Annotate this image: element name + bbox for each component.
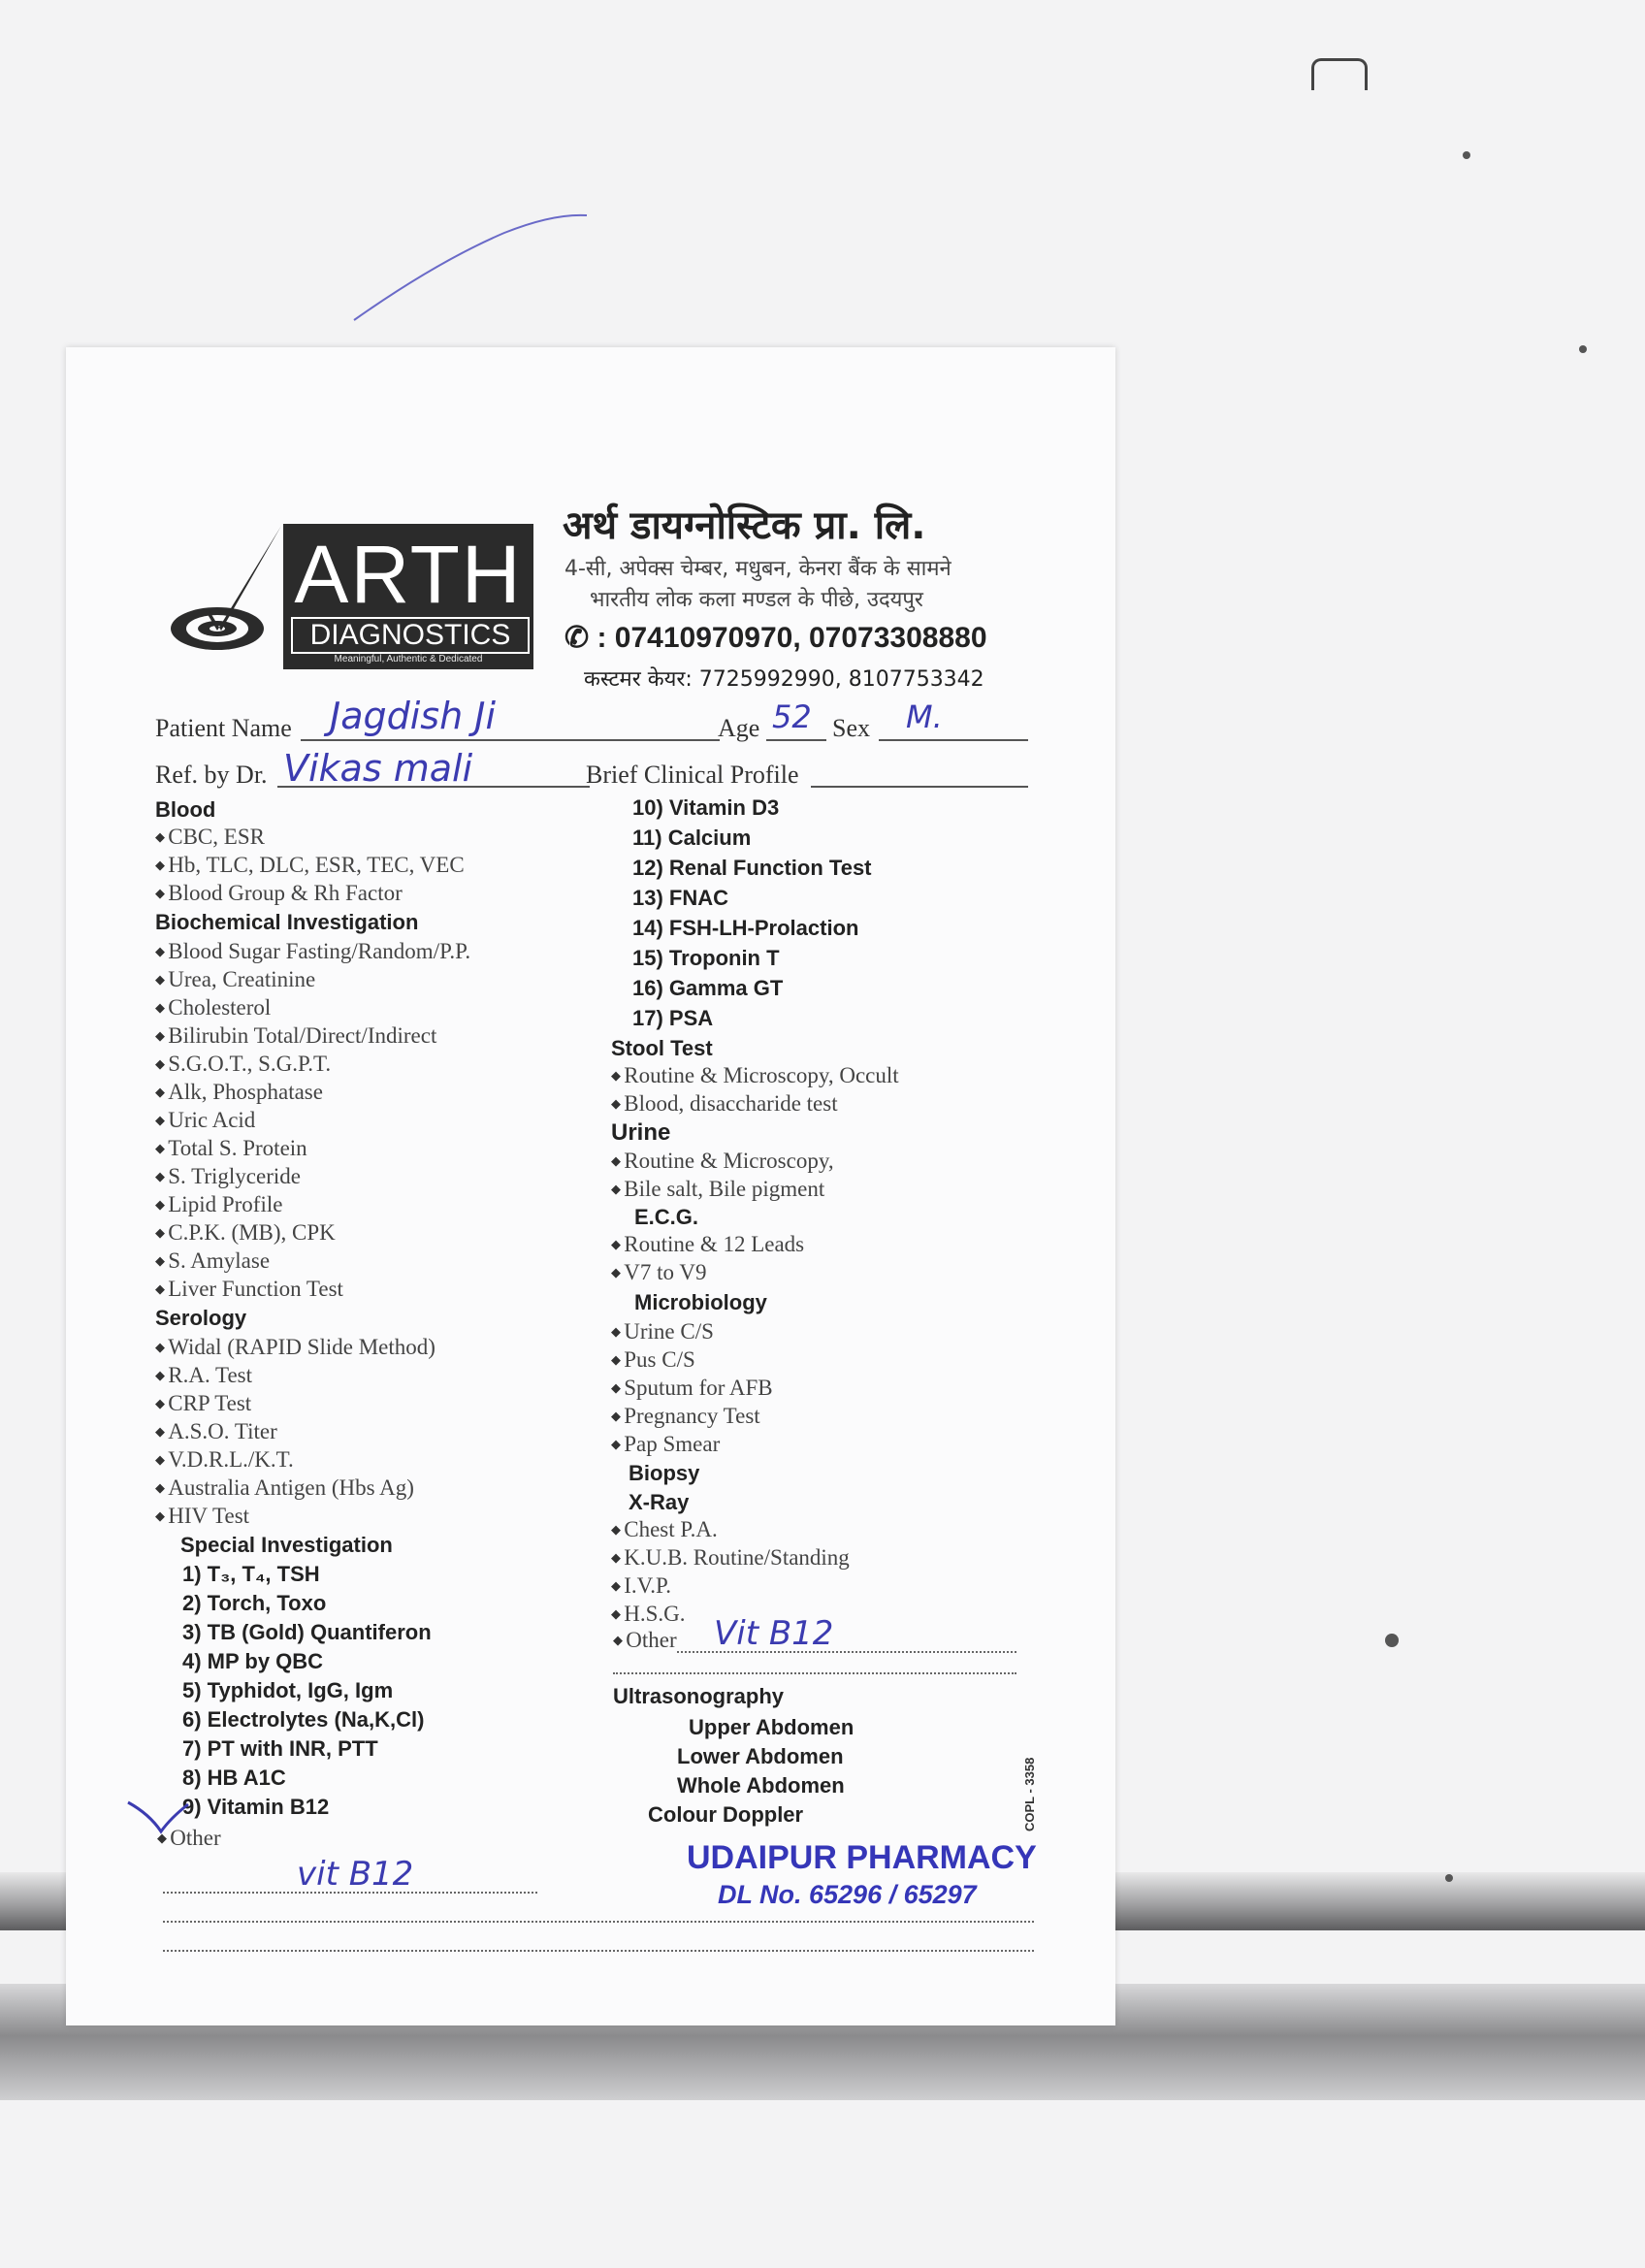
test-item: ◆ Pus C/S [611,1347,695,1373]
other-label-text: Other [626,1628,677,1652]
dotted-line [163,1950,1034,1952]
test-item: ◆ Lipid Profile [155,1192,282,1217]
test-item: 10) Vitamin D3 [632,795,780,820]
other-label-text: Other [170,1826,221,1850]
test-item: ◆ A.S.O. Titer [155,1419,277,1444]
section-microbiology: Microbiology [634,1290,767,1314]
test-item: ◆ S. Amylase [155,1248,270,1274]
test-item: ◆ S. Triglyceride [155,1164,301,1189]
test-item: ◆ I.V.P. [611,1573,671,1599]
form-code: COPL - 3358 [1022,1757,1037,1831]
other-label-left [157,1826,221,1851]
test-item: 12) Renal Function Test [632,856,872,880]
test-item: ◆ V.D.R.L./K.T. [155,1447,294,1473]
test-item: ◆ Liver Function Test [155,1277,343,1302]
pharmacy-stamp-name: UDAIPUR PHARMACY [687,1839,1037,1876]
test-item: ◆ C.P.K. (MB), CPK [155,1220,336,1246]
pen-stroke [349,204,592,330]
section-biopsy: Biopsy [629,1461,700,1485]
clinical-profile-label: Brief Clinical Profile [586,761,799,789]
test-item: 13) FNAC [632,886,729,910]
test-item: 2) Torch, Toxo [182,1591,327,1615]
ref-doctor-label: Ref. by Dr. [155,761,268,789]
phone-numbers: ✆ : 07410970970, 07073308880 [564,622,987,654]
test-item: 6) Electrolytes (Na,K,Cl) [182,1707,425,1732]
test-item: ◆ Blood, disaccharide test [611,1091,838,1117]
dotted-line [613,1672,1016,1674]
test-item: ◆ Routine & Microscopy, Occult [611,1063,899,1088]
test-item-vitamin-b12: 9) Vitamin B12 [182,1795,330,1819]
section-special-investigation: Special Investigation [180,1533,393,1557]
lab-requisition-form [66,347,1115,2025]
test-item: ◆ Cholesterol [155,995,271,1021]
scan-speck [1445,1874,1453,1882]
other-label-right [613,1628,677,1653]
scan-speck [1579,345,1587,353]
test-item: ◆ V7 to V9 [611,1260,706,1285]
test-item: ◆ CBC, ESR [155,825,265,850]
customer-care: कस्टमर केयर: 7725992990, 8107753342 [584,667,984,692]
test-item: ◆ HIV Test [155,1504,249,1529]
test-item: 11) Calcium [632,826,752,850]
test-item: ◆ Total S. Protein [155,1136,307,1161]
logo-tagline: Meaningful, Authentic & Dedicated [334,654,483,664]
test-item: ◆ Routine & Microscopy, [611,1149,834,1174]
test-item: ◆ Blood Group & Rh Factor [155,881,403,906]
test-item: ◆ Widal (RAPID Slide Method) [155,1335,435,1360]
test-item: 15) Troponin T [632,946,780,970]
test-item: ◆ Bile salt, Bile pigment [611,1177,824,1202]
test-item: 8) HB A1C [182,1766,286,1790]
sex-label: Sex [832,714,870,742]
test-item: 17) PSA [632,1006,714,1030]
patient-name-label: Patient Name [155,714,292,742]
test-item: ◆ Blood Sugar Fasting/Random/P.P. [155,939,470,964]
test-item: ◆ S.G.O.T., S.G.P.T. [155,1052,331,1077]
test-item: ◆ Chest P.A. [611,1517,718,1542]
test-item: Lower Abdomen [677,1744,844,1768]
sex-value: M. [906,698,943,735]
test-item: 5) Typhidot, IgG, Igm [182,1678,394,1702]
test-item: ◆ Sputum for AFB [611,1376,773,1401]
test-item: ◆ Pap Smear [611,1432,720,1457]
test-item: ◆ R.A. Test [155,1363,252,1388]
test-item: ◆ Australia Antigen (Hbs Ag) [155,1475,414,1501]
logo-sub: DIAGNOSTICS [291,617,530,654]
clinical-profile-line [811,786,1028,788]
test-item: ◆ Urine C/S [611,1319,714,1345]
section-urine: Urine [611,1119,671,1146]
address-line-2: भारतीय लोक कला मण्डल के पीछे, उदयपुर [590,588,923,612]
age-value: 52 [772,698,812,735]
scan-speck [1463,151,1470,159]
test-item: ◆ Bilirubin Total/Direct/Indirect [155,1023,436,1049]
test-item: 3) TB (Gold) Quantiferon [182,1620,432,1644]
scan-speck [1385,1634,1399,1647]
section-blood: Blood [155,797,216,822]
logo-name: ARTH [294,529,523,620]
test-item: ◆ Routine & 12 Leads [611,1232,804,1257]
patient-name-line [301,739,720,741]
test-item: ◆ Alk, Phosphatase [155,1080,323,1105]
test-item: ◆ Hb, TLC, DLC, ESR, TEC, VEC [155,853,465,878]
section-ecg: E.C.G. [634,1205,699,1229]
test-item: ◆ Uric Acid [155,1108,255,1133]
dotted-line [163,1921,1034,1923]
age-line [766,739,826,741]
other-value-left: vit B12 [297,1855,414,1894]
age-label: Age [718,714,760,742]
test-item: Colour Doppler [648,1802,804,1827]
test-item: ◆ K.U.B. Routine/Standing [611,1545,850,1571]
logo-target-icon [167,522,293,658]
ref-doctor-value: Vikas mali [283,747,473,790]
test-item: 16) Gamma GT [632,976,784,1000]
test-item: Upper Abdomen [689,1715,855,1739]
test-item: 1) T₃, T₄, TSH [182,1562,320,1586]
logo [283,524,533,669]
test-item: 4) MP by QBC [182,1649,324,1673]
test-item: ◆ Urea, Creatinine [155,967,315,992]
test-item: ◆ H.S.G. [611,1602,686,1627]
address-line-1: 4-सी, अपेक्स चेम्बर, मधुबन, केनरा बैंक के सामने [564,557,952,581]
paper-clip-mark [1311,58,1368,90]
test-item: Whole Abdomen [677,1773,845,1798]
section-xray: X-Ray [629,1490,690,1514]
other-value-right: Vit B12 [714,1614,834,1653]
sex-line [879,739,1028,741]
section-serology: Serology [155,1306,247,1330]
test-item: ◆ CRP Test [155,1391,251,1416]
section-biochemical: Biochemical Investigation [155,910,419,934]
patient-name-value: Jagdish Ji [330,695,497,737]
section-ultrasonography: Ultrasonography [613,1684,785,1708]
test-item: ◆ Pregnancy Test [611,1404,760,1429]
test-item: 7) PT with INR, PTT [182,1736,378,1761]
lab-name-hindi: अर्थ डायग्नोस्टिक प्रा. लि. [563,503,926,548]
test-item: 14) FSH-LH-Prolaction [632,916,859,940]
section-stool: Stool Test [611,1036,713,1060]
pharmacy-stamp-dl: DL No. 65296 / 65297 [718,1880,977,1909]
